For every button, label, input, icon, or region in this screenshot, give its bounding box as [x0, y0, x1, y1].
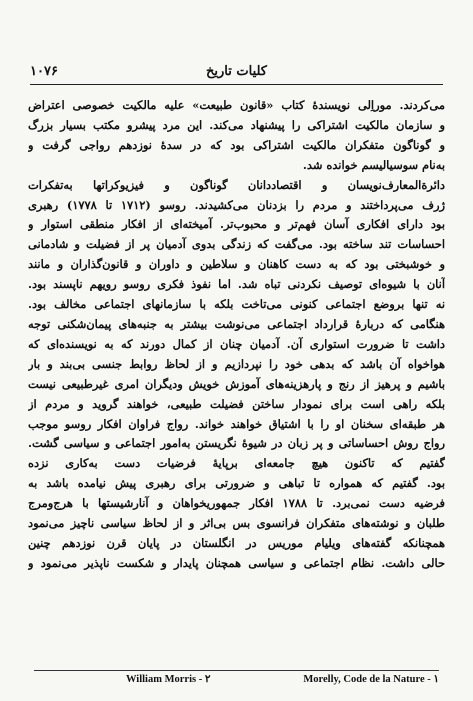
text-line: احساسات تند ساخته بود. می‌گفت که زندگی بدوی آدمیان پر از فضیلت و شادمانی	[28, 237, 445, 252]
page-header	[30, 62, 443, 85]
text-line: فرضیه دست نمی‌برد. تا ۱۷۸۸ افکار جمهوریخواهان و آنارشیستها با هرج‌ومرج‌	[28, 496, 445, 511]
text-line: حالی داشت. نظام اجتماعی و سیاسی همچنان پایدار و شکست ناپذیر می‌نمود و	[28, 555, 445, 570]
text-line: و گوناگون متفکران مالکیت اشتراکی بود که در سدهٔ نوزدهم رواجی گرفت و	[28, 137, 445, 152]
text-line: هنگامی که دربارهٔ قرارداد اجتماعی می‌نوشت بیشتر به جنبه‌های پیمان‌شکنی توجه	[28, 316, 445, 331]
body-text	[28, 96, 445, 574]
footnote-2: William Morris - ۲	[126, 674, 211, 685]
text-line: و سازمان مالکیت اشتراکی را پیشنهاد می‌کند. این مرد پیشرو مکتب بسیار بزرگ	[28, 117, 445, 132]
text-line: آنان با شیوه‌ای توصیف نکردنی تباه شد. اما نفوذ فکری روسو رویهم ناپسند بود.	[28, 277, 445, 292]
text-line: همچنانکه گفته‌های ویلیام موریس در انگلستان در پایان قرن نوزدهم چنین	[28, 535, 445, 550]
text-line: گفتیم که تاکنون هیچ جامعه‌ای برپایهٔ فرضیات دست به‌کاری نزده	[28, 456, 445, 471]
text-line: رواج روش احساساتی و پر زبان در شیوهٔ نگریستن به‌امور اجتماعی و سیاسی گشت.	[28, 436, 445, 451]
footnotes	[34, 670, 439, 689]
text-line: دائرةالمعارف‌نویسان و اقتصاددانان گوناگون و فیزیوکراتها به‌تفکرات	[28, 177, 445, 192]
text-line: می‌کردند. موراِلی نویسندهٔ کتاب «قانون طبیعت» علیه مالکیت خصوصی اعتراض	[28, 98, 445, 112]
text-line: طلبان و نوشته‌های متفکران فرانسوی بس بی‌اثر و از لحاظ سیاسی ناچیز می‌نمود	[28, 516, 445, 531]
text-line: نه تنها بروضع اجتماعی کنونی می‌تاخت بلکه با سازمانهای اجتماعی مخالف بود.	[28, 297, 445, 312]
footnote-1: Morelly, Code de la Nature - ۱	[303, 674, 439, 685]
page-number: ۱۰۷۶	[30, 64, 58, 79]
running-title: کلیات تاریخ	[205, 64, 267, 79]
text-line: ژرف می‌پرداختند و مردم را بزدنان می‌کشیدند. روسو (۱۷۱۲ تا ۱۷۷۸) رهبری	[28, 197, 445, 212]
text-line: بود دارای افکاری آسان فهم‌تر و محبوب‌تر. آمیخته‌ای از افکار منطقی استوار و	[28, 217, 445, 232]
text-line: و خوشبختی بود که به دست کاهنان و سلاطین و داوران و قانون‌گذاران و مانند	[28, 257, 445, 272]
text-line: هر طبقه‌ای سخنان او را با اشتیاق خواهند خواند. رواج فراوان افکار روسو موجب	[28, 416, 445, 431]
text-line: هوا‌خواه آن باشد که بدهی خود را نپردازیم و از لحاظ روابط جنسی بی‌بند و بار	[28, 356, 445, 371]
text-line: باشیم و پرهیز از رنج و پارهزینه‌های آموزش خویش ودیگران امری غیرطبیعی نیست	[28, 376, 445, 391]
text-line: بود. گفتیم که همواره تا تباهی و ضرورتی برای رهبری پیش نیامده باشد به	[28, 476, 445, 491]
text-line: بلکه راهی است برای نمودار ساختن فضیلت طبیعی، خواهند گروید و مردم از	[28, 396, 445, 411]
text-line: داشت تا ضرورت استواری آن. آدمیان چنان از کمال دورند که به نویسنده‌ای که	[28, 336, 445, 351]
text-line: به‌نام سوسیالیسم خوانده شد.	[302, 157, 445, 172]
